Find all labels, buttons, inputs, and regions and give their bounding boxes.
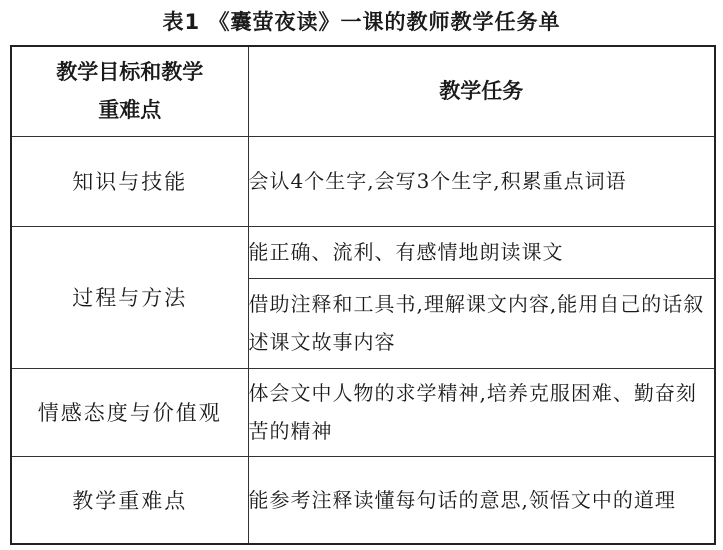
row-task: 能正确、流利、有感情地朗读课文 [248, 226, 715, 278]
table-header-row [11, 46, 715, 136]
header-goal-line1: 教学目标和教学 [56, 60, 204, 85]
table-row [11, 226, 715, 278]
row-task: 能参考注释读懂每句话的意思,领悟文中的道理 [248, 456, 715, 544]
teaching-task-table [10, 45, 716, 545]
header-task: 教学任务 [248, 46, 715, 136]
table-row [11, 136, 715, 226]
row-task: 体会文中人物的求学精神,培养克服困难、勤奋刻苦的精神 [248, 368, 715, 456]
table-row [11, 368, 715, 456]
row-category: 情感态度与价值观 [11, 368, 248, 456]
table-row [11, 456, 715, 544]
row-task: 借助注释和工具书,理解课文内容,能用自己的话叙述课文故事内容 [248, 278, 715, 368]
row-category: 知识与技能 [11, 136, 248, 226]
header-goal [11, 46, 248, 136]
row-category: 教学重难点 [11, 456, 248, 544]
table-caption: 表1 《囊萤夜读》一课的教师教学任务单 [162, 10, 561, 34]
row-category: 过程与方法 [11, 226, 248, 368]
header-goal-line2: 重难点 [98, 98, 162, 123]
row-task: 会认4个生字,会写3个生字,积累重点词语 [248, 136, 715, 226]
